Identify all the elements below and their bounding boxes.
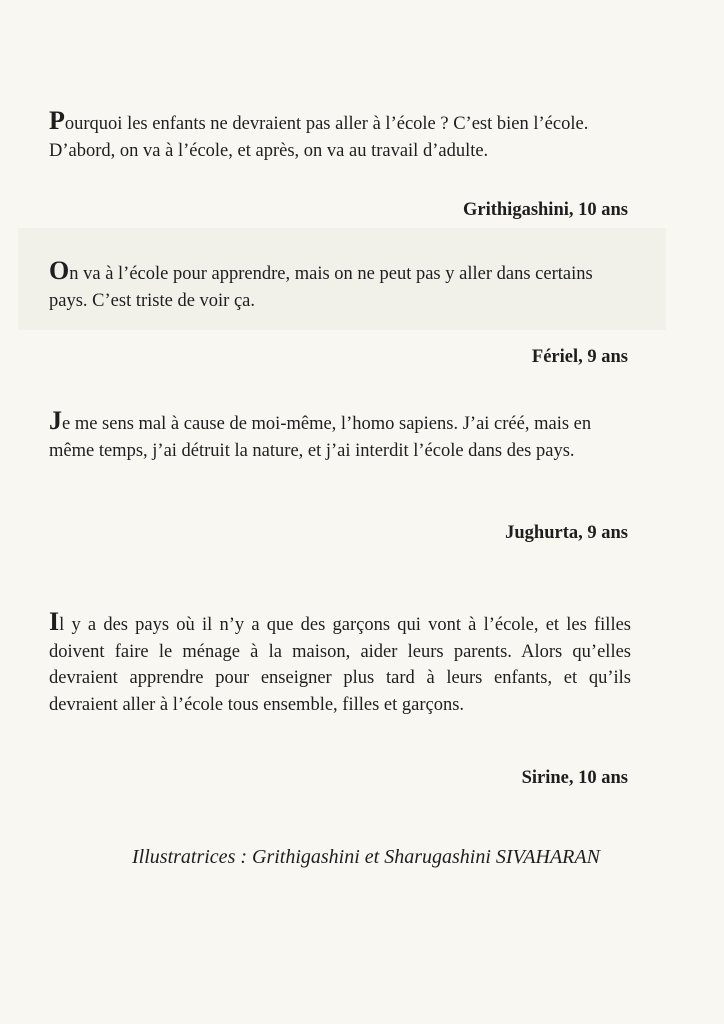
quote-text: l y a des pays où il n’y a que des garçons qui vont à l’école, et les filles doivent faire le ménage à la maison, aider leurs parents. Alors qu’elles devraient apprendre pour enseigner plus tard à leurs enfants, et qu’ils devraient aller à l’école tous ensemble, filles et garçons. xyxy=(49,615,631,715)
drop-cap: I xyxy=(49,607,60,636)
quote-author: Jughurta, 9 ans xyxy=(505,523,628,543)
quote-3 xyxy=(49,408,631,464)
quote-1 xyxy=(49,108,631,164)
quote-4 xyxy=(49,609,631,718)
quote-author: Sirine, 10 ans xyxy=(521,768,628,788)
quote-text: n va à l’école pour apprendre, mais on ne peut pas y aller dans certains pays. C’est triste de voir ça. xyxy=(49,264,593,311)
quote-author: Fériel, 9 ans xyxy=(531,347,628,367)
quote-text: ourquoi les enfants ne devraient pas aller à l’école ? C’est bien l’école. D’abord, on va à l’école, et après, on va au travail d’adulte. xyxy=(49,114,589,161)
quote-2 xyxy=(49,258,631,314)
illustrators-credit: Illustratrices : Grithigashini et Sharugashini SIVAHARAN xyxy=(132,846,600,868)
drop-cap: O xyxy=(49,256,70,285)
quote-author: Grithigashini, 10 ans xyxy=(462,200,628,220)
drop-cap: P xyxy=(49,106,65,135)
drop-cap: J xyxy=(49,406,62,435)
quote-text: e me sens mal à cause de moi-même, l’homo sapiens. J’ai créé, mais en même temps, j’ai détruit la nature, et j’ai interdit l’école dans des pays. xyxy=(49,414,592,461)
